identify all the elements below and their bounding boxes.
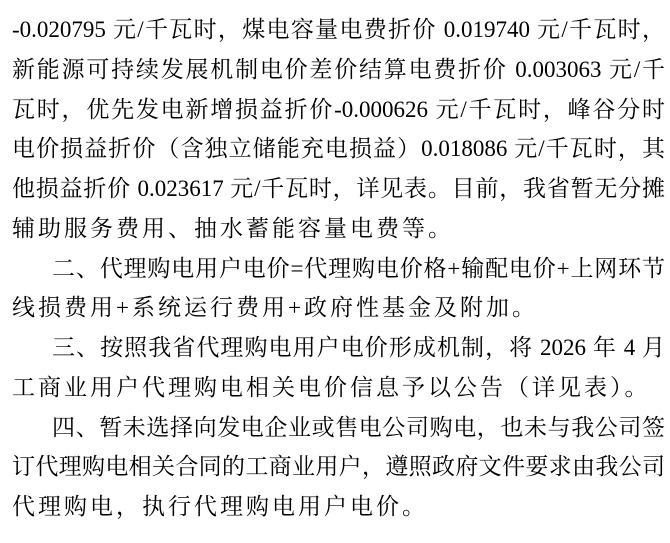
text-line: 线损费用+系统运行费用+政府性基金及附加。 bbox=[12, 295, 538, 321]
text-line: 新能源可持续发展机制电价差价结算电费折价 0.003063 元/千 bbox=[12, 56, 665, 82]
text-line: 工商业用户代理购电相关电价信息予以公告（详见表）。 bbox=[12, 374, 651, 400]
text-line: 代理购电，执行代理购电用户电价。 bbox=[12, 494, 428, 520]
text-line: 他损益折价 0.023617 元/千瓦时，详见表。目前，我省暂无分摊 bbox=[12, 176, 665, 202]
text-line: 辅助服务费用、抽水蓄能容量电费等。 bbox=[12, 215, 454, 241]
text-line: -0.020795 元/千瓦时，煤电容量电费折价 0.019740 元/千瓦时， bbox=[12, 17, 665, 42]
text-line: 订代理购电相关合同的工商业用户，遵照政府文件要求由我公司 bbox=[12, 454, 665, 480]
text-line: 电价损益折价（含独立储能充电损益）0.018086 元/千瓦时，其 bbox=[12, 136, 665, 162]
text-line: 四、暂未选择向发电企业或售电公司购电，也未与我公司签 bbox=[52, 414, 665, 440]
text-line: 三、按照我省代理购电用户电价形成机制，将 2026 年 4 月 bbox=[52, 335, 665, 361]
text-line: 二、代理购电用户电价=代理购电价格+输配电价+上网环节 bbox=[52, 255, 665, 281]
text-line: 瓦时，优先发电新增损益折价-0.000626 元/千瓦时，峰谷分时 bbox=[12, 96, 665, 122]
